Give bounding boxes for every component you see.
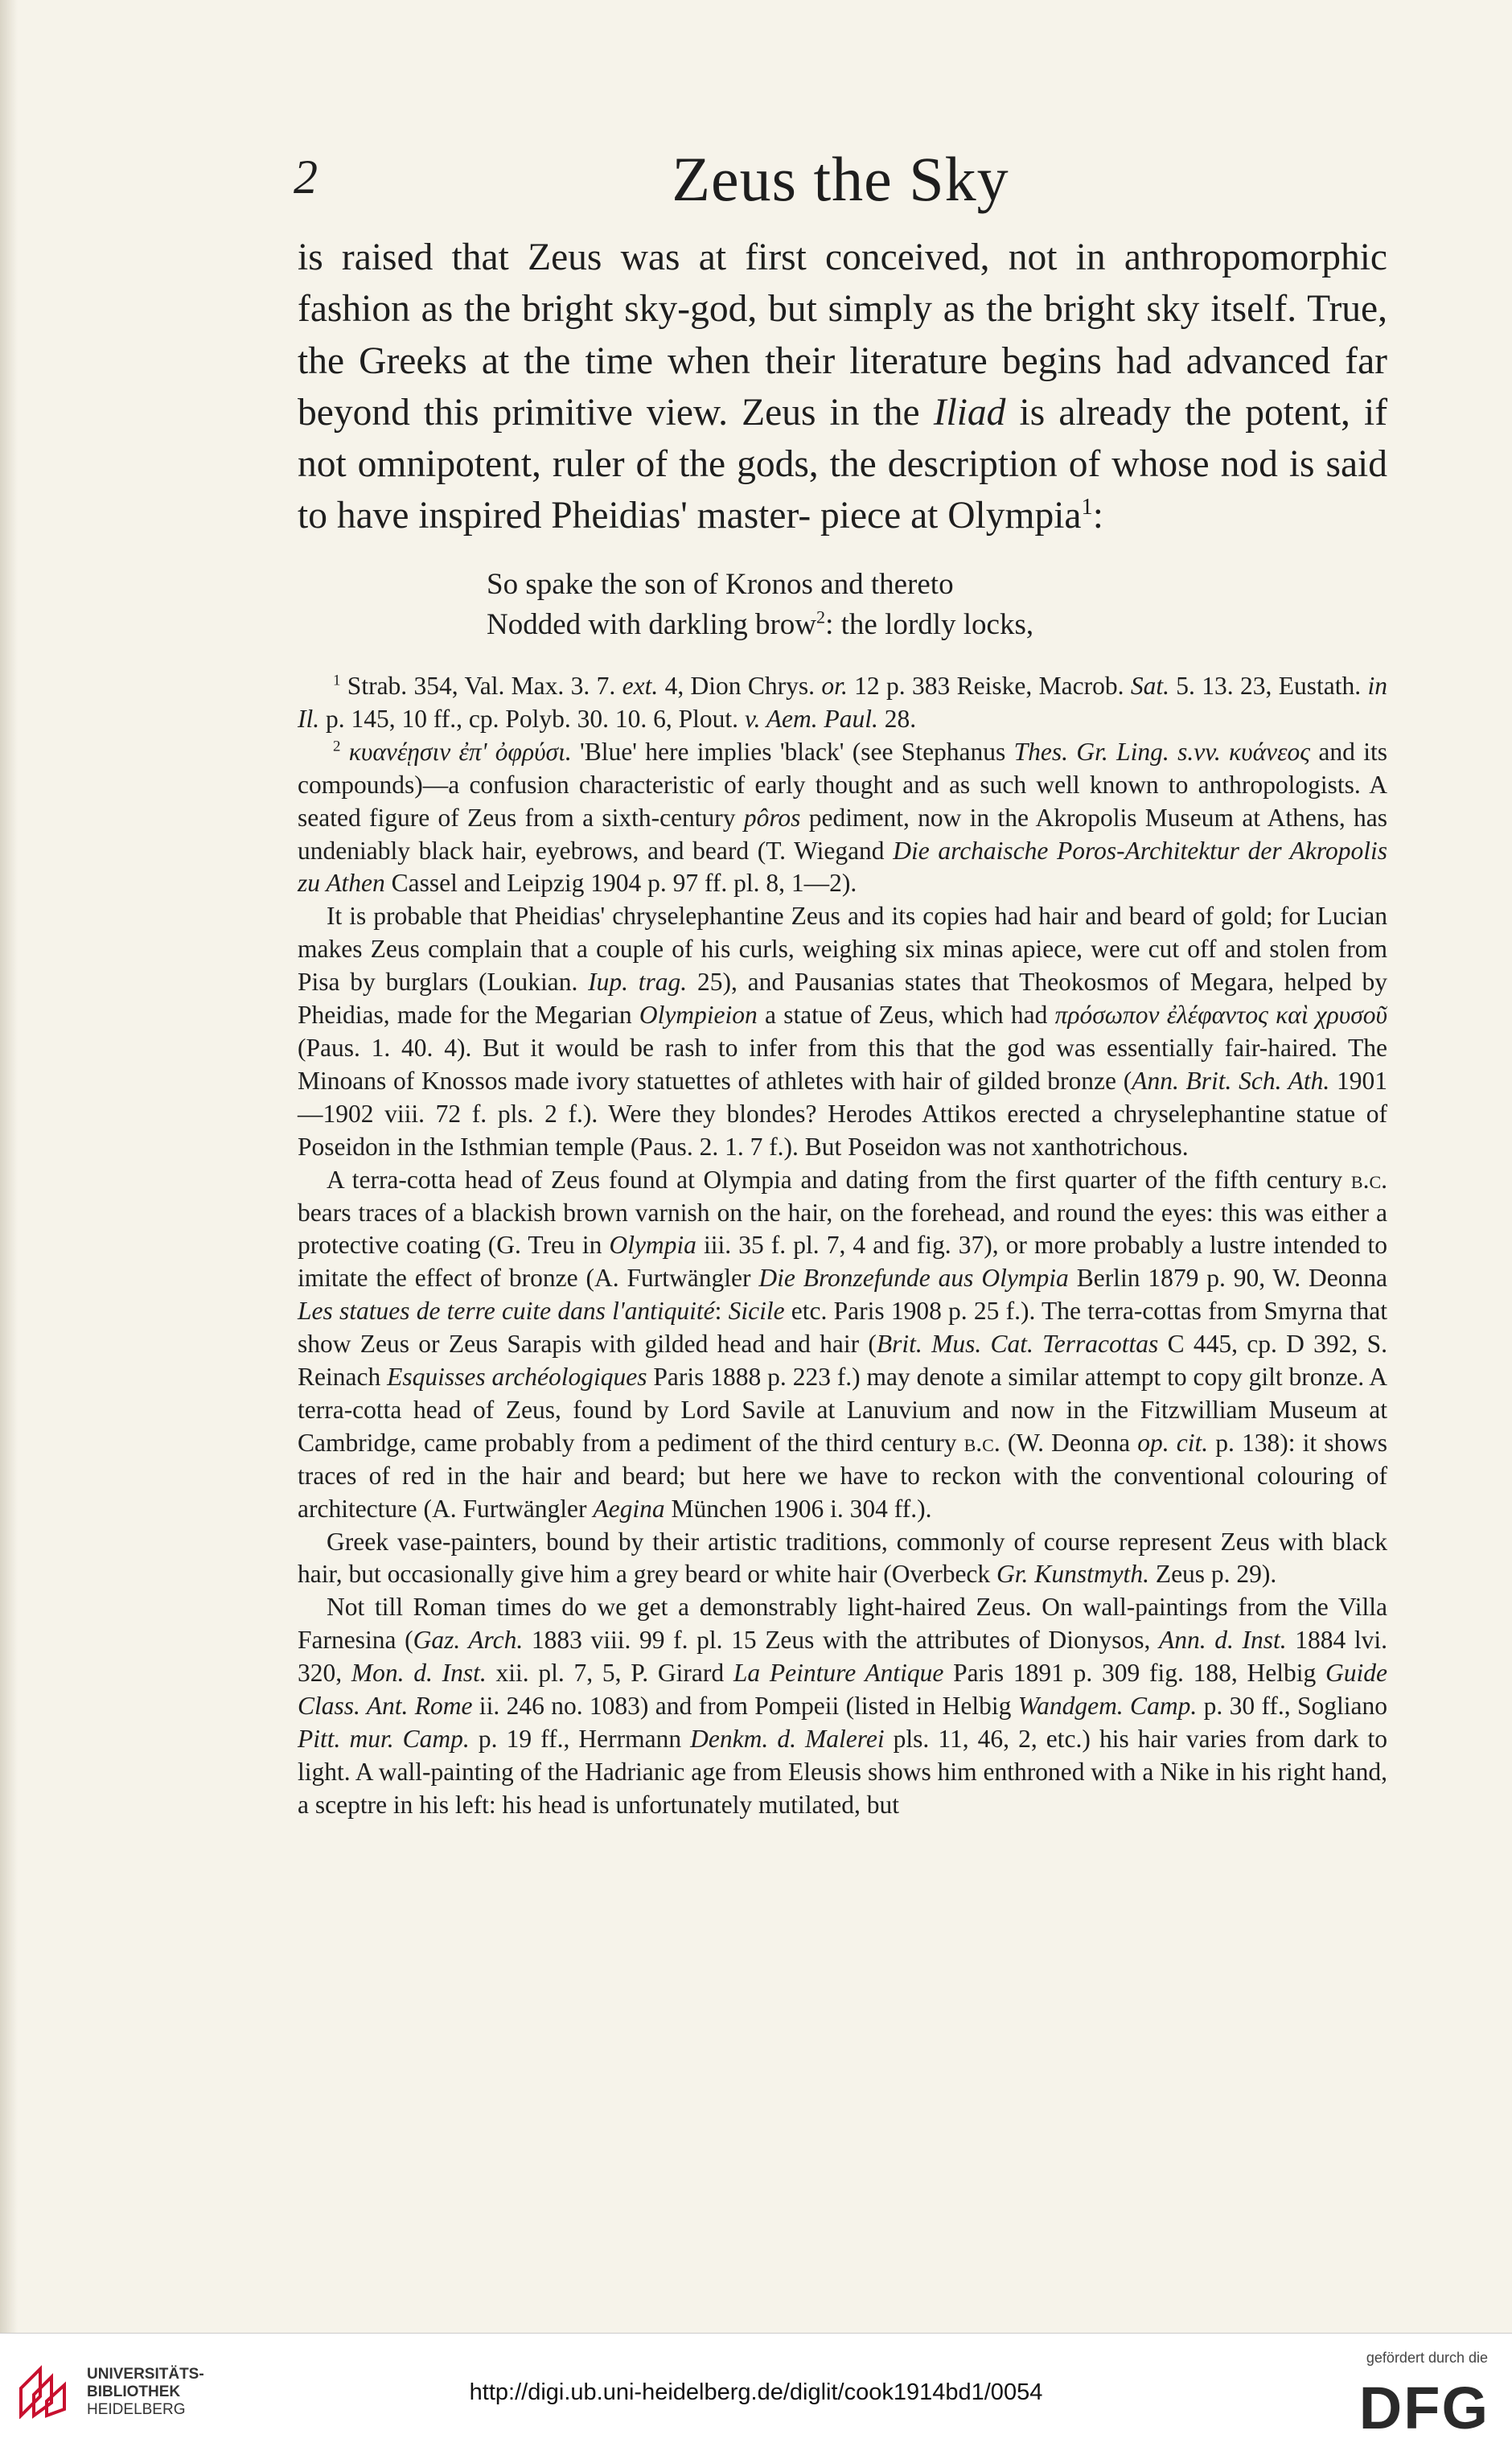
note-text: p. 145, 10 ff., cp. Polyb. 30. 10. 6, Plout. <box>319 704 745 733</box>
note-italic: Mon. d. Inst. <box>351 1659 487 1688</box>
permalink-url[interactable]: http://digi.ub.uni-heidelberg.de/diglit/cook1914bd1/0054 <box>469 2379 1043 2405</box>
note-text: 'Blue' here implies 'black' (see Stephanus <box>571 737 1014 766</box>
body-line: piece at Olympia <box>820 495 1082 537</box>
note-text: Paris 1888 p. 223 f.) may denote a similar attempt to copy gilt bronze. A terra-cotta head of Zeus, found by Lord Savile at Lanuvium and now in the Fitzwilliam Museum at Cambridge, came probably from a pediment of the third century <box>298 1363 1387 1457</box>
note-italic: Guide Class. Ant. Rome <box>298 1659 1387 1721</box>
note-text: 1884 lvi. 320, <box>298 1626 1388 1688</box>
note-italic: La Peinture Antique <box>733 1659 944 1688</box>
note-text: 1883 viii. 99 f. pl. 15 Zeus with the attributes of Dionysos, <box>523 1626 1159 1655</box>
running-header <box>294 135 1387 216</box>
note-text: 4, Dion Chrys. <box>658 672 822 700</box>
note-text: ii. 246 no. 1083) and from Pompeii (listed in Helbig <box>472 1692 1018 1721</box>
note-text: a statue of Zeus, which had <box>757 1001 1055 1030</box>
note-italic: v. Aem. Paul. <box>744 704 878 733</box>
note-text: p. 30 ff., Sogliano <box>1197 1692 1387 1721</box>
greek-quote: πρόσωπον ἐλέφαντος καὶ χρυσοῦ <box>1054 1001 1387 1030</box>
note-italic: Thes. Gr. Ling. <box>1013 737 1169 766</box>
note-text: and its compounds)—a confusion characteristic of early thought and as such well known to anthropologists. A seated figure of Zeus from a sixth-century <box>298 737 1388 832</box>
note-text: 25), and Pausanias states that Theokosmos of Megara, helped by Pheidias, made for the Megarian <box>298 968 1387 1030</box>
note-smallcaps: b.c. <box>1350 1165 1387 1194</box>
note-text: Berlin 1879 p. 90, W. Deonna <box>1068 1264 1388 1293</box>
note-italic: Sicile <box>728 1297 785 1326</box>
note-text: etc. Paris 1908 p. 25 f.). The terra-cottas from Smyrna that show Zeus or Zeus Sarapis with gilded head and hair ( <box>298 1297 1387 1359</box>
note-paragraph-gold <box>298 900 1387 1163</box>
note-italic: pôros <box>743 803 801 832</box>
note-text: : <box>714 1297 729 1326</box>
funded-by-label: gefördert durch die <box>1366 2350 1488 2366</box>
note-text: It is probable that Pheidias' chryselephantine Zeus and its copies had hair and beard of gold; for Lucian makes Zeus complain that a couple of his curls, weighing six minas apiece, were cut off and stolen from Pisa by burglars (Loukian. <box>298 902 1387 997</box>
greek-quote: κυανέῃσιν ἐπ' ὀφρύσι. <box>340 737 572 766</box>
library-name-line: HEIDELBERG <box>87 2401 186 2418</box>
greek-word: κυάνεος <box>1220 737 1311 766</box>
body-line: True, the Greeks at the time when their literature begins had <box>298 288 1387 382</box>
note-text: pediment, now in the Akropolis Museum at Athens, has undeniably black hair, eyebrows, and beard (T. Wiegand <box>298 803 1388 865</box>
library-name-line: UNIVERSITÄTS- <box>87 2366 204 2383</box>
note-italic: Olympia <box>609 1231 696 1260</box>
note-paragraph-vase-painters <box>298 1526 1387 1592</box>
note-text: 28. <box>877 704 917 733</box>
note-italic: Les statues de terre cuite dans l'antiquité <box>298 1297 715 1326</box>
verse-text: Nodded with darkling brow <box>487 608 817 641</box>
note-text: iii. 35 f. pl. 7, 4 and fig. 37), or more probably a lustre intended to imitate the effect of bronze (A. Furtwängler <box>298 1231 1388 1293</box>
note-text: 5. 13. 23, Eustath. <box>1169 672 1368 700</box>
note-italic: Gr. Kunstmyth. <box>996 1560 1149 1589</box>
footnotes <box>298 670 1387 1822</box>
note-italic: Pitt. mur. Camp. <box>298 1725 470 1753</box>
note-text: München 1906 i. 304 ff.). <box>664 1494 932 1523</box>
footnote-1 <box>298 670 1387 736</box>
page-number: 2 <box>294 150 318 204</box>
verse-line-2 <box>487 605 1371 645</box>
note-text: xii. pl. 7, 5, P. Girard <box>486 1659 733 1688</box>
footnote-2 <box>298 736 1387 901</box>
note-text: (Paus. 1. 40. 4). But it would be rash to infer from this that the god was essentially fair-haired. The Minoans of Knossos made ivory statuettes of athletes with hair of gilded bronze ( <box>298 1033 1387 1095</box>
note-italic: Die Bronzefunde aus Olympia <box>758 1264 1069 1293</box>
body-punctuation: : <box>1092 495 1103 537</box>
note-text: A terra-cotta head of Zeus found at Olympia and dating from the first quarter of the fifth century <box>327 1165 1351 1194</box>
footnote-mark: 1 <box>333 672 341 689</box>
note-text: Greek vase-painters, bound by their artistic traditions, commonly of course represent Zeus with black hair, but occasionally give him a grey beard or white hair (Overbeck <box>298 1527 1387 1589</box>
note-paragraph-terracotta <box>298 1164 1387 1526</box>
note-italic: ext. <box>622 672 659 700</box>
note-italic: s.vv. <box>1177 737 1221 766</box>
note-italic: Esquisses archéologiques <box>387 1363 647 1392</box>
note-text: p. 19 ff., Herrmann <box>469 1725 691 1753</box>
note-italic: Sat. <box>1130 672 1169 700</box>
note-italic: op. cit. <box>1137 1428 1209 1457</box>
note-italic: Die archaische Poros-Architektur der Akropolis zu Athen <box>298 836 1388 898</box>
main-paragraph <box>298 232 1387 542</box>
note-italic: Olympieion <box>639 1001 758 1030</box>
note-italic: or. <box>821 672 848 700</box>
work-title-iliad: Iliad <box>933 391 1006 434</box>
digitization-footer <box>0 2333 1512 2447</box>
running-title: Zeus the Sky <box>672 144 1009 214</box>
verse-quotation <box>487 565 1371 645</box>
note-italic: Iup. trag. <box>588 968 688 997</box>
body-line: advanced far beyond this primitive view. Zeus in the <box>298 339 1387 434</box>
note-italic: Ann. Brit. Sch. Ath. <box>1132 1066 1330 1095</box>
verse-text: : the lordly locks, <box>825 608 1034 641</box>
body-line: already the potent, if not omnipotent, ruler of the gods, the <box>298 391 1388 486</box>
page-edge-shadow <box>0 0 18 2333</box>
note-italic: Aegina <box>593 1494 665 1523</box>
note-text: Zeus p. 29). <box>1148 1560 1277 1589</box>
library-name-line: BIBLIOTHEK <box>87 2383 181 2400</box>
footnote-mark: 2 <box>333 738 341 755</box>
note-text: p. 138): it shows traces of red in the hair and beard; but here we have to reckon with the conventional colouring of architecture (A. Furtwängler <box>298 1428 1387 1523</box>
note-text: Strab. 354, Val. Max. 3. 7. <box>340 672 622 700</box>
note-italic: Brit. Mus. Cat. Terracottas <box>876 1330 1159 1359</box>
note-text: bears traces of a blackish brown varnish on the hair, on the forehead, and round the eyes: this was either a protective coating (G. Treu in <box>298 1198 1387 1260</box>
body-line: is <box>1005 391 1046 434</box>
note-paragraph-roman <box>298 1591 1387 1821</box>
body-line: is raised that Zeus was at first conceived, not in anthropomorphic <box>298 236 1387 278</box>
note-italic: Wandgem. Camp. <box>1017 1692 1198 1721</box>
note-text: Cassel and Leipzig 1904 p. 97 ff. pl. 8, 1—2). <box>384 869 857 898</box>
dfg-logo: DFG <box>1358 2375 1489 2441</box>
footnote-ref-2: 2 <box>816 607 826 627</box>
note-text: 1901—1902 viii. 72 f. pls. 2 f.). Were they blondes? Herodes Attikos erected a chryselephantine statue of Poseidon in the Isthmian temple (Paus. 2. 1. 7 f.). But Poseidon was not xanthotrichous. <box>298 1066 1388 1161</box>
note-text: C 445, cp. D 392, S. Reinach <box>298 1330 1387 1392</box>
note-text: 12 p. 383 Reiske, Macrob. <box>847 672 1131 700</box>
note-smallcaps: b.c. <box>963 1428 1000 1457</box>
note-italic: Gaz. Arch. <box>413 1626 524 1655</box>
note-italic: Denkm. d. Malerei <box>690 1725 885 1753</box>
note-italic: Ann. d. Inst. <box>1159 1626 1287 1655</box>
body-line: fashion as the bright sky-god, but simply as the bright sky itself. <box>298 288 1297 331</box>
note-text: Paris 1891 p. 309 fig. 188, Helbig <box>943 1659 1326 1688</box>
note-italic: in Il. <box>298 672 1387 733</box>
note-text: (W. Deonna <box>1000 1428 1138 1457</box>
note-text: Not till Roman times do we get a demonstrably light-haired Zeus. On wall-paintings from the Villa Farnesina ( <box>298 1593 1387 1655</box>
note-text: pls. 11, 46, 2, etc.) his hair varies from dark to light. A wall-painting of the Hadrianic age from Eleusis shows him enthroned with a Nike in his right hand, a sceptre in his left: his head is unfortunately mutilated, but <box>298 1725 1387 1819</box>
verse-line-1: So spake the son of Kronos and thereto <box>487 568 954 601</box>
body-line: description of whose nod is said to have inspired Pheidias' master- <box>298 443 1388 537</box>
footnote-ref-1: 1 <box>1081 495 1093 520</box>
